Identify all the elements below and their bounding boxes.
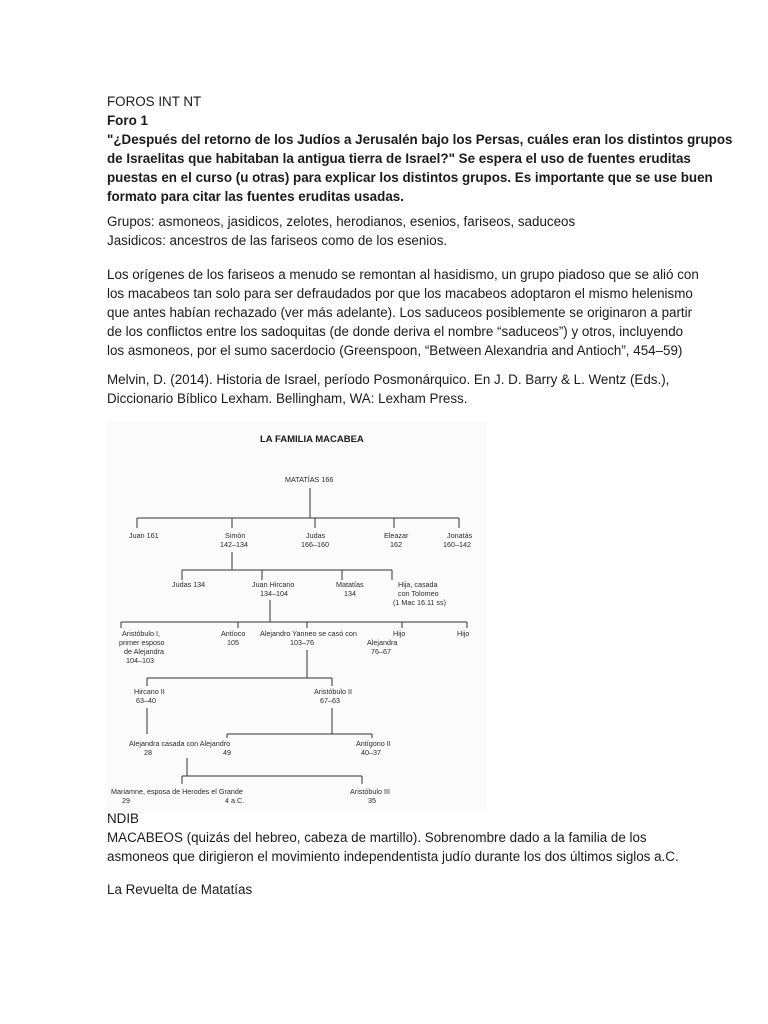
ndib-label: NDIB <box>107 811 139 826</box>
node-matatias: MATATÍAS 166 <box>285 475 334 484</box>
groups-block <box>107 212 667 250</box>
node-alejandro-yanneo: Alejandro Yanneo se casó con <box>260 629 357 638</box>
family-tree-figure <box>107 422 487 812</box>
node-juan-hircano-dates: 134–104 <box>260 589 288 598</box>
macabeos-line: asmoneos que dirigieron el movimiento independentista judío durante los dos últimos siglos a.C. <box>107 849 679 864</box>
node-antigono-ii: Antígono II <box>356 739 391 748</box>
node-antigono-ii-dates: 40–37 <box>361 748 381 757</box>
tree-title: LA FAMILIA MACABEA <box>260 434 364 445</box>
node-alejandro-yanneo-dates: 103–76 <box>290 638 314 647</box>
node-jonatas-dates: 160–142 <box>443 540 471 549</box>
node-simon-dates: 142–134 <box>220 540 248 549</box>
node-aristobulo-i-dates: 104–103 <box>126 656 154 665</box>
paragraph-line: los asmoneos, por el sumo sacerdocio (Greenspoon, “Between Alexandria and Antioch”, 454–59) <box>107 343 683 358</box>
citation-block <box>107 370 670 408</box>
node-aristobulo-ii: Aristóbulo II <box>314 687 352 696</box>
node-alejandra: Alejandra <box>367 638 398 647</box>
node-aristobulo-i-line3: de Alejandra <box>124 647 164 656</box>
node-herodes-date: 4 a.C. <box>225 796 245 805</box>
node-hijo-1: Hijo <box>393 629 406 638</box>
node-hircano-ii: Hircano II <box>134 687 165 696</box>
node-aristobulo-i: Aristóbulo I, <box>122 629 160 638</box>
prompt-line: de Israelitas que habitaban la antigua tierra de Israel?" Se espera el uso de fuentes eruditas <box>107 151 691 166</box>
node-hircano-ii-dates: 63–40 <box>136 696 156 705</box>
node-antioco-dates: 105 <box>227 638 239 647</box>
node-eleazar-dates: 162 <box>390 540 402 549</box>
paragraph-line: que antes habían rechazado (ver más adelante). Los saduceos posiblemente se originaron a partir <box>107 305 693 320</box>
paragraph-line: Los orígenes de los fariseos a menudo se remontan al hasidismo, un grupo piadoso que se alió con <box>107 267 699 282</box>
node-hija-line2: con Tolomeo <box>398 589 439 598</box>
node-judas: Judas <box>306 531 326 540</box>
citation-line: Diccionario Bíblico Lexham. Bellingham, WA: Lexham Press. <box>107 391 468 406</box>
macabeos-line: MACABEOS (quizás del hebreo, cabeza de martillo). Sobrenombre dado a la familia de los <box>107 830 647 845</box>
node-eleazar: Eleazar <box>384 531 409 540</box>
node-juan-hircano: Juan Hircano <box>252 580 295 589</box>
node-hijo-2: Hijo <box>457 629 470 638</box>
prompt-line: "¿Después del retorno de los Judíos a Jerusalén bajo los Persas, cuáles eran los distintos grupos <box>107 132 733 147</box>
node-aristobulo-ii-dates: 67–63 <box>320 696 340 705</box>
node-matatias-134-dates: 134 <box>344 589 356 598</box>
node-judas-dates: 166–160 <box>301 540 329 549</box>
node-jonatas: Jonatás <box>447 531 473 540</box>
node-aristobulo-i-line2: primer esposo <box>119 638 165 647</box>
paragraph-line: los macabeos tan solo para ser defraudados por que los macabeos adoptaron el mismo helenismo <box>107 286 693 301</box>
node-judas-134: Judas 134 <box>172 580 206 589</box>
paragraph-line: de los conflictos entre los sadoquitas (de donde deriva el nombre “saduceos”) y otros, incluyendo <box>107 324 684 339</box>
node-matatias-134: Matatías <box>336 580 364 589</box>
prompt-line: puestas en el curso (u otras) para explicar los distintos grupos. Es importante que se use buen <box>107 170 713 185</box>
node-alejandra-dates: 76–67 <box>371 647 391 656</box>
node-aristobulo-iii: Aristóbulo III <box>350 787 390 796</box>
node-alejandra-casada-date: 28 <box>144 748 152 757</box>
ndib-block <box>107 809 679 866</box>
node-simon: Simón <box>225 531 246 540</box>
forum-title: Foro 1 <box>107 113 148 128</box>
node-mariamne: Mariamne, esposa de Herodes el Grande <box>111 787 243 796</box>
family-tree-diagram <box>107 422 487 812</box>
node-hija-line3: (1 Mac 16.11 ss) <box>393 598 446 607</box>
node-mariamne-date: 29 <box>122 796 130 805</box>
node-juan: Juan 161 <box>129 531 159 540</box>
revuelta-block <box>107 880 667 899</box>
node-antioco: Antíoco <box>221 629 246 638</box>
citation-line: Melvin, D. (2014). Historia de Israel, período Posmonárquico. En J. D. Barry & L. Wentz (Eds.), <box>107 372 670 387</box>
node-hija: Hija, casada <box>398 580 438 589</box>
node-alejandro-date: 49 <box>223 748 231 757</box>
header-block <box>107 92 733 206</box>
prompt-line: formato para citar las fuentes eruditas usadas. <box>107 189 404 204</box>
origins-paragraph <box>107 265 699 360</box>
groups-line: Grupos: asmoneos, jasidicos, zelotes, herodianos, esenios, fariseos, saduceos <box>107 214 576 229</box>
node-aristobulo-iii-date: 35 <box>368 796 376 805</box>
course-title: FOROS INT NT <box>107 94 202 109</box>
node-alejandra-casada: Alejandra casada con Alejandro <box>129 739 231 748</box>
jasidicos-line: Jasidicos: ancestros de las fariseos como de los esenios. <box>107 233 448 248</box>
revuelta-heading: La Revuelta de Matatías <box>107 882 253 897</box>
